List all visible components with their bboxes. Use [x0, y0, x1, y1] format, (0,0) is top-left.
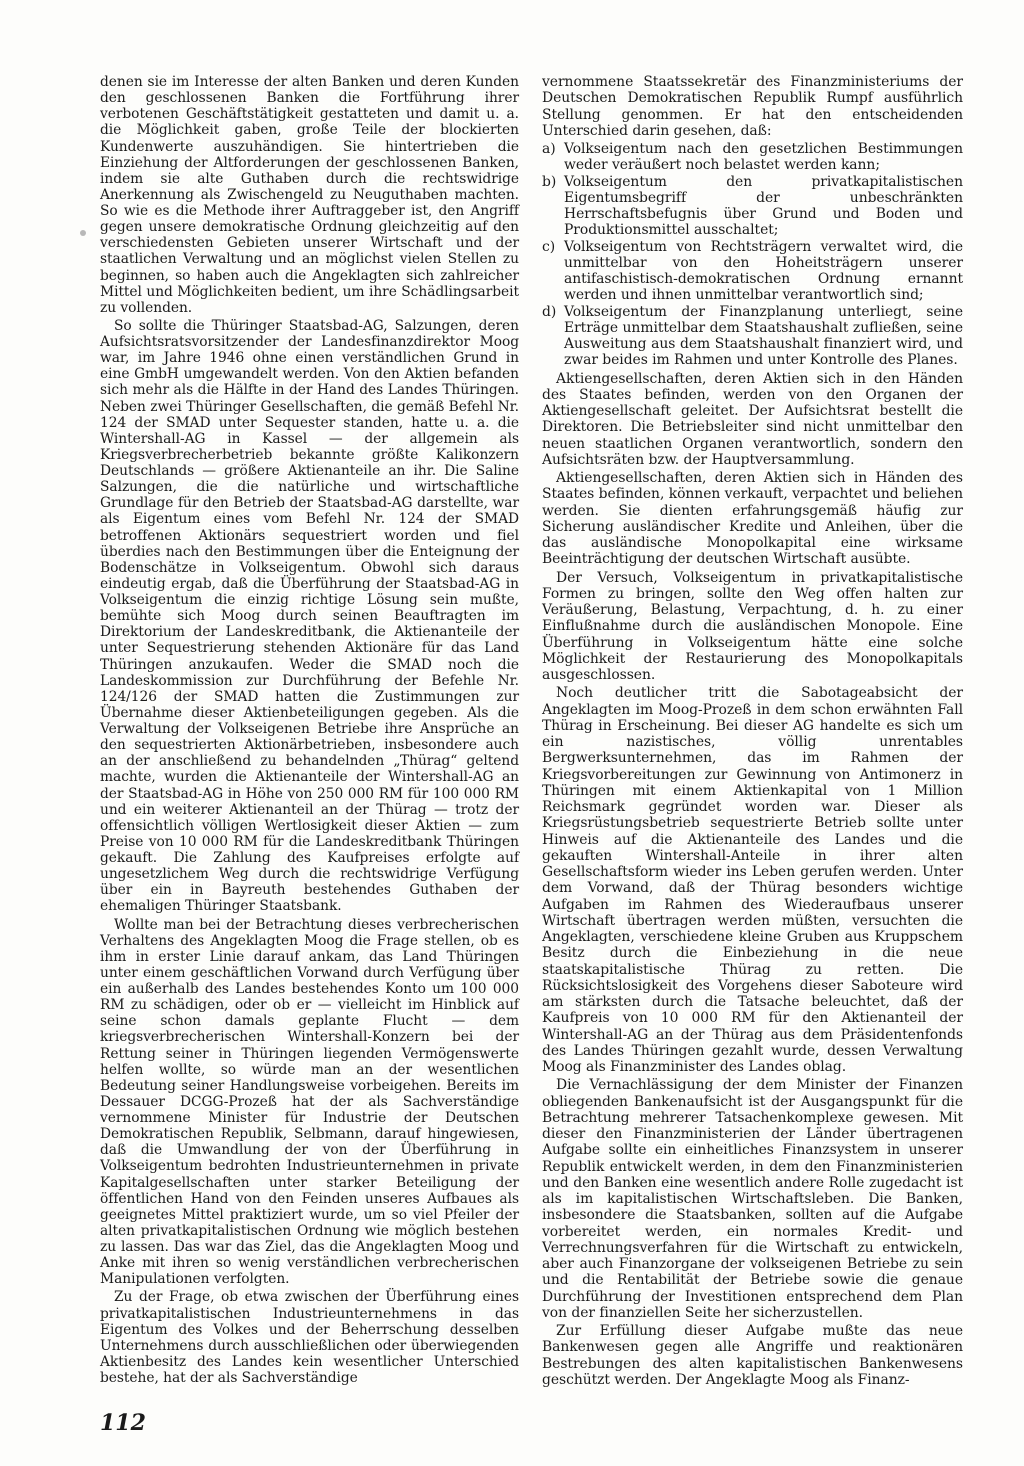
- paragraph: So sollte die Thüringer Staatsbad-AG, Salzungen, deren Aufsichtsratsvorsitzender der Landesfinanzdirektor Moog war, im Jahre 1946 ohne einen verständlichen Grund in eine GmbH umgewandelt werden. Von den Aktien befanden sich mehr als die Hälfte in der Hand des Landes Thüringen. Neben zwei Thüringer Gesellschaften, die gemäß Befehl Nr. 124 der SMAD unter Sequester standen, hatte u. a. die Wintershall-AG in Kassel — der allgemein als Kriegsverbrecherbetrieb bekannte größte Kalikonzern Deutschlands — größere Aktienanteile an ihr. Die Saline Salzungen, die die natürliche und wirtschaftliche Grundlage für den Betrieb der Staatsbad-AG darstellte, war als Eigentum eines vom Befehl Nr. 124 der SMAD betroffenen Aktionärs sequestriert worden und fiel überdies nach den Bestimmungen über die Enteignung der Bodenschätze in Volkseigentum. Obwohl sich daraus eindeutig ergab, daß die Überführung der Staatsbad-AG in Volkseigentum die einzig richtige Lösung sein mußte, bemühte sich Moog durch seinen Beauftragten im Direktorium der Landeskreditbank, die Aktienanteile der unter Sequestrierung stehenden Aktionäre für das Land Thüringen anzukaufen. Weder die SMAD noch die Landeskommission zur Durchführung der Befehle Nr. 124/126 der SMAD hatten die Zustimmungen zur Übernahme dieser Aktienbeteiligungen gegeben. Als die Verwaltung der Volkseigenen Betriebe ihre Ansprüche an den sequestrierten Aktionärbetrieben, insbesondere auch an der anschließend zu behandelnden „Thürag“ geltend machte, wurden die Aktienanteile der Wintershall-AG an der Staatsbad-AG in Höhe von 250 000 RM für 100 000 RM und ein weiterer Aktienanteil an der Thürag — trotz der offensichtlich völligen Wertlosigkeit dieser Aktien — zum Preise von 10 000 RM für die Landeskreditbank Thüringen gekauft. Die Zahlung des Kaufpreises erfolgte auf ungesetzlichem Weg durch die rechtswidrige Verfügung über ein in Bayreuth bestehendes Guthaben der ehemaligen Thüringer Staatsbank.: [100, 317, 519, 915]
- list-marker: a): [542, 141, 556, 157]
- list-marker: c): [542, 238, 556, 255]
- list-item: [542, 304, 963, 369]
- paragraph: denen sie im Interesse der alten Banken und deren Kunden den geschlossenen Banken die Fortführung ihrer verbotenen Geschäftstätigkeit gestatteten und damit u. a. die Möglichkeit gaben, große Teile der blockierten Kundenwerte auszuhändigen. Sie hintertrieben die Einziehung der Altforderungen der geschlossenen Banken, indem sie alte Guthaben durch die rechtswidrige Anerkennung als Zwischengeld zu Neuguthaben machten. So wie es die Methode ihrer Auftraggeber ist, den Angriff gegen unsere demokratische Ordnung gleichzeitig auf den verschiedensten Gebieten unserer Wirtschaft und der staatlichen Verwaltung und an möglichst vielen Stellen zu beginnen, so haben auch die Angeklagten sich zahlreicher Mittel und Möglichkeiten bedient, um ihre Schädlingsarbeit zu vollenden.: [100, 74, 519, 316]
- paragraph: Zu der Frage, ob etwa zwischen der Überführung eines privatkapitalistischen Industrieunternehmens in das Eigentum des Volkes und der Beherrschung desselben Unternehmens durch ausschließlichen oder überwiegenden Aktienbesitz des Landes kein wesentlicher Unterschied bestehe, hat der als Sachverständige: [100, 1289, 519, 1386]
- list-text: Volkseigentum von Rechtsträgern verwaltet wird, die unmittelbar von den Hoheitsträgern unserer antifaschistisch-demokratischen Ordnung ernannt werden und ihnen unmittelbar verantwortlich sind;: [564, 238, 963, 304]
- list-text: Volkseigentum den privatkapitalistischen Eigentumsbegriff der unbeschränkten Herrschaftsbefugnis über Grund und Boden und Produktionsmittel ausschaltet;: [564, 173, 963, 239]
- paragraph: Wollte man bei der Betrachtung dieses verbrecherischen Verhaltens des Angeklagten Moog die Frage stellen, ob es ihm in erster Linie darauf ankam, das Land Thüringen unter einem geschäftlichen Vorwand durch Verfügung über ein außerhalb des Landes bestehendes Konto um 100 000 RM zu schädigen, oder ob er — vielleicht im Hinblick auf seine schon damals geplante Flucht — dem kriegsverbrecherischen Wintershall-Konzern bei der Rettung seiner in Thüringen liegenden Vermögenswerte helfen wollte, so würde man an der wesentlichen Bedeutung seiner Handlungsweise vorbeigehen. Bereits im Dessauer DCGG-Prozeß hat der als Sachverständige vernommene Minister für Industrie der Deutschen Demokratischen Republik, Selbmann, darauf hingewiesen, daß die Umwandlung der von der Überführung in Volkseigentum bedrohten Industrieunternehmen in private Kapitalgesellschaften unter starker Beteiligung der öffentlichen Hand von den Feinden unseres Aufbaues als geeignetes Mittel praktiziert wurde, um so viel Pfeiler der alten privatkapitalistischen Ordnung wie möglich bestehen zu lassen. Das war das Ziel, das die Angeklagten Moog und Anke mit ihren so wenig verständlichen verbrecherischen Manipulationen verfolgten.: [100, 916, 519, 1288]
- page-number: 112: [100, 1410, 146, 1436]
- paragraph: vernommene Staatssekretär des Finanzministeriums der Deutschen Demokratischen Republik Rumpf ausführlich Stellung genommen. Er hat den entscheidenden Unterschied darin gesehen, daß:: [542, 74, 963, 139]
- margin-mark: [80, 230, 86, 236]
- left-column: [100, 74, 519, 1388]
- paragraph: Aktiengesellschaften, deren Aktien sich in Händen des Staates befinden, können verkauft, verpachtet und beliehen werden. Sie dienten erfahrungsgemäß häufig zur Sicherung ausländischer Kredite und Anleihen, über die das ausländische Monopolkapital eine wirksame Beeinträchtigung der deutschen Wirtschaft ausübte.: [542, 470, 963, 568]
- list-marker: b): [542, 173, 557, 190]
- list-text: Volkseigentum der Finanzplanung unterliegt, seine Erträge unmittelbar dem Staatshaushalt zufließen, seine Ausweitung aus dem Staatshaushalt finanziert wird, und zwar beides im Rahmen und unter Kontrolle des Planes.: [564, 303, 963, 369]
- paragraph: Aktiengesellschaften, deren Aktien sich in den Händen des Staates befinden, werden von den Organen der Aktiengesellschaft geleitet. Der Aufsichtsrat bestellt die Direktoren. Die Betriebsleiter sind nicht unmittelbar den neuen staatlichen Organen verantwortlich, sondern den Aufsichtsräten bzw. der Hauptversammlung.: [542, 370, 963, 468]
- paragraph: Noch deutlicher tritt die Sabotageabsicht der Angeklagten im Moog-Prozeß in dem schon erwähnten Fall Thürag in Erscheinung. Bei dieser AG handelte es sich um ein nazistisches, völlig unrentables Bergwerksunternehmen, das im Rahmen der Kriegsvorbereitungen zur Gewinnung von Antimonerz in Thüringen mit einem Aktienkapital von 1 Million Reichsmark gegründet worden war. Dieser als Kriegsrüstungsbetrieb sequestrierte Betrieb sollte unter Hinweis auf die Aktienanteile des Landes und die gekauften Wintershall-Anteile in ihrer alten Gesellschaftsform wieder ins Leben gerufen werden. Unter dem Vorwand, daß der Thürag besonders wichtige Aufgaben im Rahmen des Wiederaufbaus unserer Wirtschaft übertragen werden müßten, versuchten die Angeklagten, verschiedene kleine Gruben aus Kruppschem Besitz durch die Einbeziehung in die neue staatskapitalistische Thürag zu retten. Die Rücksichtslosigkeit des Vorgehens dieser Saboteure wird am stärksten durch die Tatsache beleuchtet, daß der Kaufpreis von 10 000 RM für den Aktienanteil der Wintershall-AG an der Thürag aus dem Präsidentenfonds des Landes Thüringen gezahlt wurde, dessen Verwaltung Moog als Finanzminister des Landes oblag.: [542, 685, 963, 1075]
- paragraph: Die Vernachlässigung der dem Minister der Finanzen obliegenden Bankenaufsicht ist der Ausgangspunkt für die Betrachtung mehrerer Tatsachenkomplexe gewesen. Mit dieser den Finanzministerien der Länder übertragenen Aufgabe sollte ein einheitliches Finanzsystem in unserer Republik entwickelt werden, in dem den Finanzministerien und den Banken eine wesentlich andere Rolle zugedacht ist als im kapitalistischen Wirtschaftsleben. Die Banken, insbesondere die Staatsbanken, sollten auf die Aufgabe vorbereitet werden, ein normales Kredit- und Verrechnungsverfahren für die Wirtschaft zu entwickeln, aber auch Finanzorgane der volkseigenen Betriebe zu sein und die Rentabilität der Betriebe sowie die genaue Durchführung der Investitionen entsprechend dem Plan von der finanziellen Seite her sicherzustellen.: [542, 1077, 963, 1321]
- list-marker: d): [542, 303, 557, 320]
- paragraph: Der Versuch, Volkseigentum in privatkapitalistische Formen zu bringen, sollte den Weg offen halten zur Veräußerung, Belastung, Verpachtung, d. h. zu einer Einflußnahme durch die ausländischen Monopole. Eine Überführung in Volkseigentum hätte eine solche Möglichkeit der Restaurierung des Monopolkapitals ausgeschlossen.: [542, 569, 963, 683]
- list-text: Volkseigentum nach den gesetzlichen Bestimmungen weder veräußert noch belastet werden kann;: [564, 141, 963, 174]
- paragraph: Zur Erfüllung dieser Aufgabe mußte das neue Bankenwesen gegen alle Angriffe und reaktionären Bestrebungen des alten kapitalistischen Bankenwesens geschützt werden. Der Angeklagte Moog als Finanz-: [542, 1323, 963, 1388]
- list-item: [542, 174, 963, 239]
- right-column: [542, 74, 963, 1390]
- list-item: [542, 239, 963, 304]
- list-item: [542, 141, 963, 174]
- enumerated-list: [542, 141, 963, 369]
